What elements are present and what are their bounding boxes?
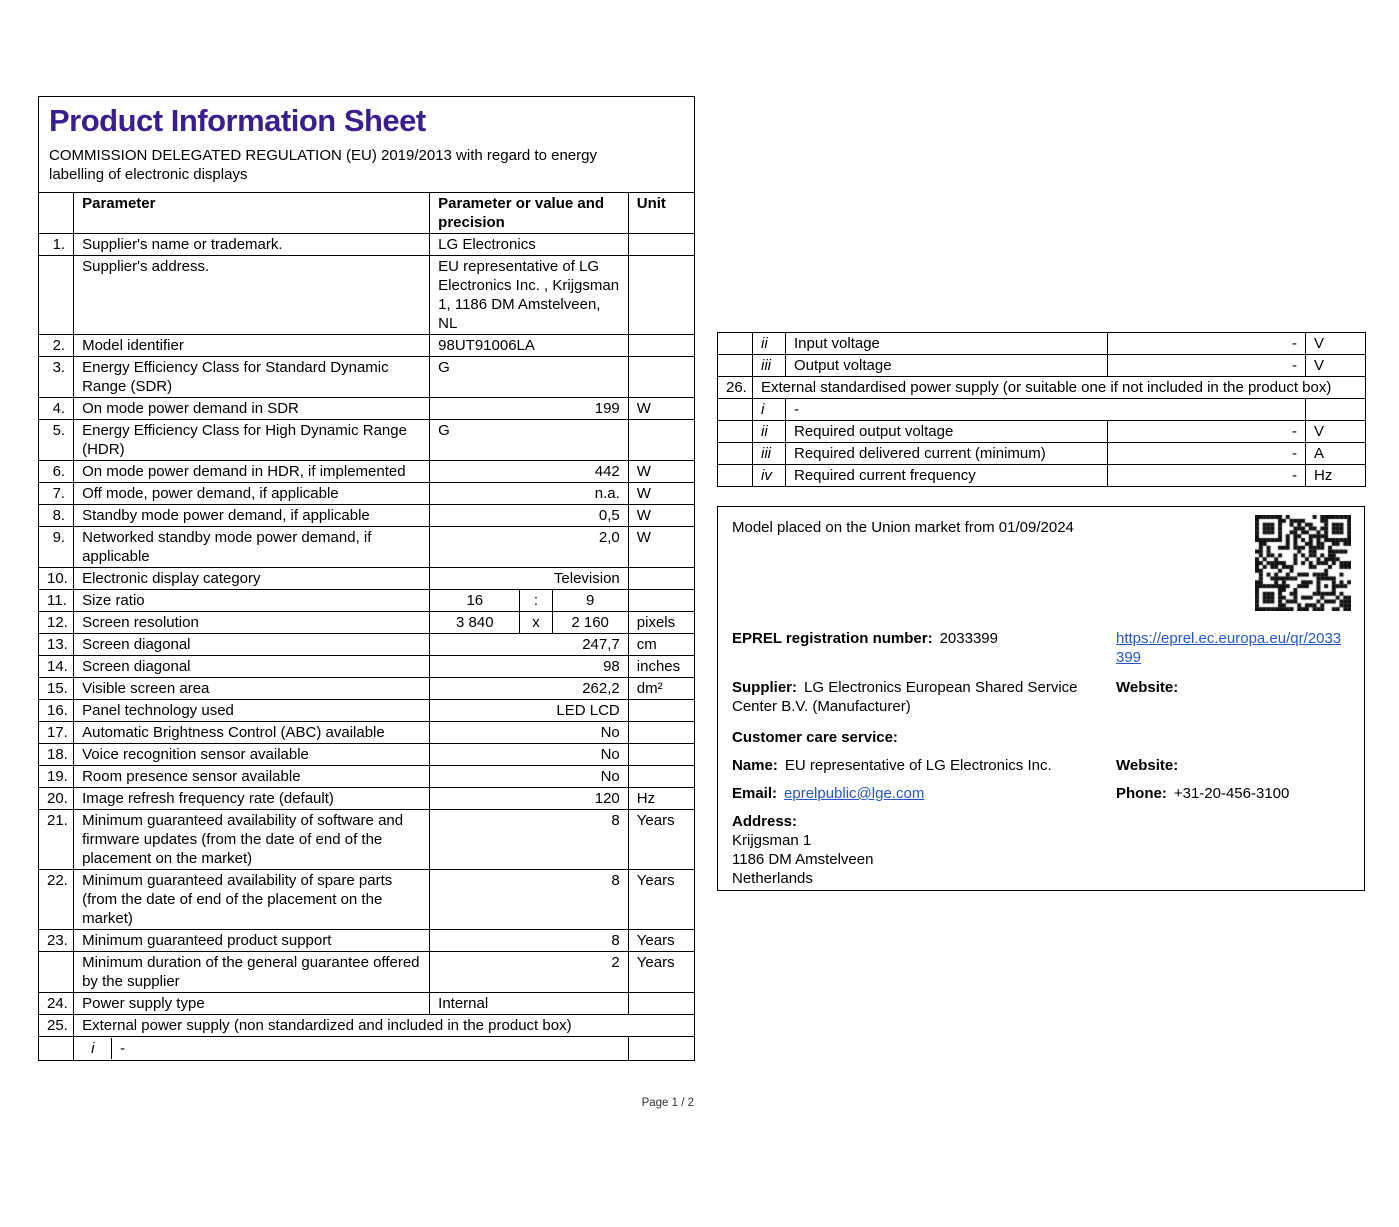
row-number-cell: 22.	[39, 870, 74, 930]
row-number-cell	[718, 355, 753, 377]
email-row	[732, 784, 1350, 803]
table-row	[718, 421, 1366, 443]
parameter-cell: Required delivered current (minimum)	[786, 443, 1108, 465]
roman-numeral-cell: i	[753, 399, 786, 421]
row-number-cell	[718, 333, 753, 355]
email-link[interactable]: eprelpublic@lge.com	[784, 785, 925, 802]
value-cell: G	[430, 357, 629, 398]
unit-cell	[628, 700, 694, 722]
header-unit-cell: Unit	[628, 193, 694, 234]
website-cell-2	[1116, 756, 1350, 775]
table-row	[39, 612, 695, 634]
roman-numeral-cell: iii	[753, 355, 786, 377]
table-row	[39, 766, 695, 788]
header-parameter-cell: Parameter	[74, 193, 430, 234]
value-cell: LED LCD	[430, 700, 629, 722]
unit-cell	[628, 993, 694, 1015]
table-row	[39, 993, 695, 1015]
table-row	[39, 1015, 695, 1037]
unit-cell	[628, 722, 694, 744]
value-cell: Internal	[430, 993, 629, 1015]
value-cell: No	[430, 744, 629, 766]
unit-cell: Years	[628, 930, 694, 952]
row-number-cell: 26.	[718, 377, 753, 399]
table-row	[718, 333, 1366, 355]
unit-cell: W	[628, 483, 694, 505]
name-cell	[732, 756, 1116, 775]
address-line: Krijgsman 1	[732, 832, 812, 849]
table-row	[39, 398, 695, 420]
row-number-cell: 20.	[39, 788, 74, 810]
table-row	[39, 656, 695, 678]
value-cell: 0,5	[430, 505, 629, 527]
table-row	[39, 461, 695, 483]
parameter-cell: Input voltage	[786, 333, 1108, 355]
unit-cell: Hz	[1306, 465, 1366, 487]
parameter-cell: Visible screen area	[74, 678, 430, 700]
table-row	[39, 234, 695, 256]
parameter-cell: Automatic Brightness Control (ABC) available	[74, 722, 430, 744]
value-cell: -	[1108, 465, 1306, 487]
parameter-cell: Output voltage	[786, 355, 1108, 377]
unit-cell: W	[628, 505, 694, 527]
address-label: Address:	[732, 813, 798, 830]
unit-cell: V	[1306, 421, 1366, 443]
unit-cell	[628, 357, 694, 398]
value-cell: -	[786, 399, 1306, 421]
table-row	[718, 377, 1366, 399]
value-cell: 2,0	[430, 527, 629, 568]
value-cell: 98UT91006LA	[430, 335, 629, 357]
unit-cell	[628, 568, 694, 590]
eprel-label: EPREL registration number:	[732, 630, 933, 647]
phone-label: Phone:	[1116, 785, 1167, 802]
parameter-cell: Minimum guaranteed availability of software and firmware updates (from the date of end of the placement on the market)	[74, 810, 430, 870]
phone-value: +31-20-456-3100	[1173, 785, 1290, 802]
supplier-value: LG Electronics European Shared Service Center B.V. (Manufacturer)	[732, 679, 1078, 715]
address-block	[732, 812, 1350, 888]
unit-cell: Years	[628, 952, 694, 993]
right-parameter-table-wrap	[717, 332, 1365, 487]
website-label-2: Website:	[1116, 757, 1179, 774]
value-cell: -	[1108, 355, 1306, 377]
header-number-cell	[39, 193, 74, 234]
value-cell: 9	[552, 590, 628, 612]
row-number-cell: 11.	[39, 590, 74, 612]
eprel-link-cell	[1116, 629, 1350, 667]
unit-cell: dm²	[628, 678, 694, 700]
table-row	[718, 399, 1366, 421]
header-value-cell: Parameter or value and precision	[430, 193, 629, 234]
value-cell: -	[1108, 421, 1306, 443]
website-cell-1	[1116, 678, 1350, 697]
name-row	[732, 756, 1350, 775]
qr-code-icon	[1255, 515, 1351, 611]
row-number-cell	[718, 465, 753, 487]
row-number-cell: 19.	[39, 766, 74, 788]
value-cell: 8	[430, 810, 629, 870]
table-row	[39, 952, 695, 993]
unit-cell	[628, 335, 694, 357]
row-number-cell: 4.	[39, 398, 74, 420]
parameter-cell: Power supply type	[74, 993, 430, 1015]
supplier-info-box	[717, 506, 1365, 891]
row-number-cell	[39, 952, 74, 993]
row-number-cell: 15.	[39, 678, 74, 700]
value-cell: No	[430, 722, 629, 744]
value-cell: n.a.	[430, 483, 629, 505]
website-label-1: Website:	[1116, 679, 1179, 696]
value-cell: 442	[430, 461, 629, 483]
table-row	[718, 355, 1366, 377]
unit-cell: pixels	[628, 612, 694, 634]
roman-numeral-cell: ii	[753, 421, 786, 443]
row-number-cell: 24.	[39, 993, 74, 1015]
row-number-cell: 12.	[39, 612, 74, 634]
row-number-cell: 13.	[39, 634, 74, 656]
value-cell: -	[120, 1040, 126, 1057]
parameter-cell: Screen diagonal	[74, 634, 430, 656]
table-row	[39, 590, 695, 612]
unit-cell: W	[628, 527, 694, 568]
unit-cell: V	[1306, 333, 1366, 355]
row-number-cell: 23.	[39, 930, 74, 952]
parameter-cell: Screen diagonal	[74, 656, 430, 678]
value-cell: No	[430, 766, 629, 788]
table-row	[39, 357, 695, 398]
unit-cell: cm	[628, 634, 694, 656]
parameter-cell: On mode power demand in HDR, if implemented	[74, 461, 430, 483]
row-number-cell: 10.	[39, 568, 74, 590]
table-row	[39, 678, 695, 700]
parameter-cell: Model identifier	[74, 335, 430, 357]
table-row	[39, 634, 695, 656]
supplier-cell	[732, 678, 1116, 716]
unit-cell: V	[1306, 355, 1366, 377]
row-number-cell: 6.	[39, 461, 74, 483]
right-parameter-table	[717, 332, 1366, 487]
table-row	[39, 870, 695, 930]
row-number-cell	[39, 256, 74, 335]
parameter-cell: External power supply (non standardized and included in the product box)	[74, 1015, 695, 1037]
parameter-cell: Electronic display category	[74, 568, 430, 590]
table-row	[39, 744, 695, 766]
parameter-cell: Minimum guaranteed availability of spare parts (from the date of end of the placement on the market)	[74, 870, 430, 930]
unit-cell	[628, 234, 694, 256]
row-number-cell: 17.	[39, 722, 74, 744]
value-cell: 262,2	[430, 678, 629, 700]
table-row	[39, 527, 695, 568]
unit-cell: W	[628, 461, 694, 483]
page-number: Page 1 / 2	[641, 1097, 694, 1109]
parameter-cell: Room presence sensor available	[74, 766, 430, 788]
unit-cell	[628, 256, 694, 335]
parameter-cell: Voice recognition sensor available	[74, 744, 430, 766]
page-subtitle: COMMISSION DELEGATED REGULATION (EU) 2019/2013 with regard to energy labelling of electronic displays	[49, 147, 597, 183]
parameter-cell: Networked standby mode power demand, if applicable	[74, 527, 430, 568]
row-number-cell: 25.	[39, 1015, 74, 1037]
value-cell: :	[520, 590, 552, 612]
value-cell: -	[1108, 333, 1306, 355]
customer-care-heading: Customer care service:	[732, 729, 898, 746]
parameter-cell: External standardised power supply (or suitable one if not included in the product box)	[753, 377, 1366, 399]
left-parameter-table	[38, 192, 695, 1061]
row-number-cell	[718, 443, 753, 465]
row-number-cell	[39, 1037, 74, 1061]
value-cell: 98	[430, 656, 629, 678]
table-row	[39, 420, 695, 461]
row-number-cell: 21.	[39, 810, 74, 870]
parameter-cell	[74, 1037, 629, 1061]
table-row	[39, 810, 695, 870]
parameter-cell: On mode power demand in SDR	[74, 398, 430, 420]
address-line: Netherlands	[732, 870, 813, 887]
page-title: Product Information Sheet	[49, 103, 426, 138]
supplier-label: Supplier:	[732, 679, 798, 696]
title-section	[39, 97, 694, 192]
parameter-cell: Size ratio	[74, 590, 430, 612]
value-cell: 2 160	[552, 612, 628, 634]
value-cell: 199	[430, 398, 629, 420]
name-value: EU representative of LG Electronics Inc.	[784, 757, 1052, 774]
table-row	[39, 568, 695, 590]
value-cell: LG Electronics	[430, 234, 629, 256]
row-number-cell: 2.	[39, 335, 74, 357]
table-row	[39, 930, 695, 952]
parameter-cell: Required output voltage	[786, 421, 1108, 443]
roman-numeral-cell: iv	[753, 465, 786, 487]
unit-cell	[1306, 399, 1366, 421]
unit-cell: Years	[628, 870, 694, 930]
value-cell: Television	[430, 568, 629, 590]
parameter-cell: Supplier's address.	[74, 256, 430, 335]
parameter-cell: Supplier's name or trademark.	[74, 234, 430, 256]
table-row	[39, 483, 695, 505]
value-cell: 120	[430, 788, 629, 810]
unit-cell	[628, 590, 694, 612]
value-cell: 8	[430, 930, 629, 952]
value-cell: x	[520, 612, 552, 634]
row-number-cell: 5.	[39, 420, 74, 461]
phone-cell	[1116, 784, 1350, 803]
parameter-cell: Required current frequency	[786, 465, 1108, 487]
parameter-cell: Panel technology used	[74, 700, 430, 722]
roman-numeral-cell: iii	[753, 443, 786, 465]
table-row	[39, 505, 695, 527]
row-number-cell: 9.	[39, 527, 74, 568]
roman-numeral: i	[82, 1038, 112, 1059]
eprel-row	[732, 629, 1350, 667]
parameter-cell: Image refresh frequency rate (default)	[74, 788, 430, 810]
table-row	[39, 722, 695, 744]
parameter-cell: Off mode, power demand, if applicable	[74, 483, 430, 505]
table-header-row	[39, 193, 695, 234]
value-cell: -	[1108, 443, 1306, 465]
row-number-cell	[718, 399, 753, 421]
row-number-cell: 3.	[39, 357, 74, 398]
value-cell: EU representative of LG Electronics Inc. , Krijgsman 1, 1186 DM Amstelveen, NL	[430, 256, 629, 335]
eprel-registration	[732, 629, 1116, 648]
table-row	[718, 443, 1366, 465]
row-number-cell	[718, 421, 753, 443]
value-cell: 16	[430, 590, 520, 612]
row-number-cell: 8.	[39, 505, 74, 527]
parameter-cell: Minimum duration of the general guarantee offered by the supplier	[74, 952, 430, 993]
value-cell: G	[430, 420, 629, 461]
row-number-cell: 1.	[39, 234, 74, 256]
table-row	[39, 335, 695, 357]
unit-cell: W	[628, 398, 694, 420]
address-line: 1186 DM Amstelveen	[732, 851, 874, 868]
unit-cell: Years	[628, 810, 694, 870]
unit-cell	[628, 1037, 694, 1061]
table-row	[718, 465, 1366, 487]
value-cell: 8	[430, 870, 629, 930]
parameter-cell: Energy Efficiency Class for Standard Dynamic Range (SDR)	[74, 357, 430, 398]
row-number-cell: 14.	[39, 656, 74, 678]
name-label: Name:	[732, 757, 778, 774]
model-placed-line: Model placed on the Union market from 01/09/2024	[732, 519, 1074, 536]
email-label: Email:	[732, 785, 778, 802]
product-information-sheet	[38, 96, 695, 1061]
roman-numeral-cell: ii	[753, 333, 786, 355]
table-row	[39, 700, 695, 722]
parameter-cell: Screen resolution	[74, 612, 430, 634]
value-cell: 2	[430, 952, 629, 993]
parameter-cell: Energy Efficiency Class for High Dynamic Range (HDR)	[74, 420, 430, 461]
parameter-cell: Minimum guaranteed product support	[74, 930, 430, 952]
row-number-cell: 7.	[39, 483, 74, 505]
table-row	[39, 256, 695, 335]
eprel-value: 2033399	[939, 630, 998, 647]
unit-cell: inches	[628, 656, 694, 678]
value-cell: 3 840	[430, 612, 520, 634]
eprel-link[interactable]: https://eprel.ec.europa.eu/qr/2033399	[1116, 630, 1342, 666]
unit-cell: A	[1306, 443, 1366, 465]
supplier-row	[732, 678, 1350, 716]
table-row	[39, 788, 695, 810]
email-cell	[732, 784, 1116, 803]
table-row	[39, 1037, 695, 1061]
parameter-cell: Standby mode power demand, if applicable	[74, 505, 430, 527]
unit-cell	[628, 420, 694, 461]
unit-cell: Hz	[628, 788, 694, 810]
unit-cell	[628, 744, 694, 766]
row-number-cell: 18.	[39, 744, 74, 766]
row-number-cell: 16.	[39, 700, 74, 722]
value-cell: 247,7	[430, 634, 629, 656]
unit-cell	[628, 766, 694, 788]
